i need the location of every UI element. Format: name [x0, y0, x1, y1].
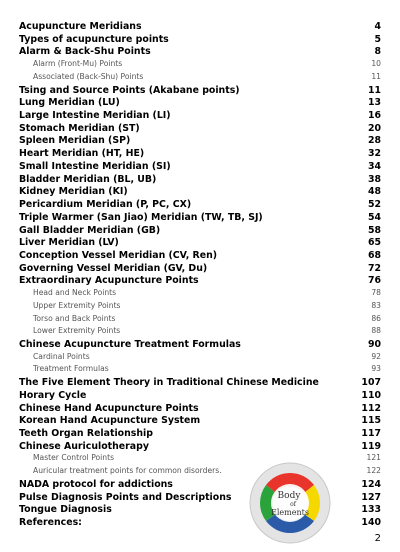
toc-entry-title: Cardinal Points	[33, 351, 90, 361]
toc-subentry[interactable]	[19, 314, 381, 327]
toc-entry[interactable]	[19, 148, 381, 161]
toc-subentry[interactable]	[19, 72, 381, 85]
toc-entry[interactable]	[19, 174, 381, 187]
logo-text-of: of	[290, 501, 296, 508]
toc-subentry[interactable]	[19, 352, 381, 365]
toc-entry-title: Torso and Back Points	[33, 313, 116, 323]
toc-entry[interactable]	[19, 34, 381, 47]
toc-entry-title: Small Intestine Meridian (SI)	[19, 160, 171, 172]
logo-text-body: Body	[277, 491, 301, 501]
toc-entry-page: 124	[361, 478, 381, 490]
toc-entry-page: 133	[361, 504, 381, 516]
toc-entry[interactable]	[19, 85, 381, 98]
toc-entry[interactable]	[19, 212, 381, 225]
toc-entry-page: 83	[371, 300, 381, 310]
toc-entry-title: Triple Warmer (San Jiao) Meridian (TW, TB, SJ)	[19, 211, 263, 223]
toc-entry-title: Pulse Diagnosis Points and Descriptions	[19, 491, 232, 503]
toc-entry-page: 119	[361, 440, 381, 452]
toc-entry-title: Types of acupuncture points	[19, 33, 169, 45]
toc-entry-title: Bladder Meridian (BL, UB)	[19, 173, 157, 185]
toc-entry-page: 90	[367, 338, 381, 350]
toc-entry-title: Auricular treatment points for common disorders.	[33, 466, 222, 476]
toc-entry-title: Master Control Points	[33, 453, 115, 463]
toc-entry[interactable]	[19, 135, 381, 148]
toc-entry-title: Governing Vessel Meridian (GV, Du)	[19, 262, 208, 274]
toc-entry[interactable]	[19, 415, 381, 428]
toc-entry-title: Acupuncture Meridians	[19, 21, 142, 32]
body-of-elements-logo	[249, 462, 331, 544]
toc-entry-page: 112	[361, 402, 381, 414]
toc-entry-title: Heart Meridian (HT, HE)	[19, 148, 145, 160]
toc-entry[interactable]	[19, 390, 381, 403]
toc-entry[interactable]	[19, 250, 381, 263]
toc-entry-page: 20	[367, 122, 381, 134]
toc-entry-page: 78	[371, 288, 381, 298]
toc-entry-title: Extraordinary Acupuncture Points	[19, 275, 199, 287]
toc-entry-page: 11	[367, 84, 381, 96]
toc-entry[interactable]	[19, 428, 381, 441]
toc-entry-title: Lung Meridian (LU)	[19, 97, 120, 109]
toc-entry-title: Associated (Back-Shu) Points	[33, 71, 144, 81]
toc-entry-title: Gall Bladder Meridian (GB)	[19, 224, 161, 236]
toc-entry-page: 122	[366, 466, 381, 476]
toc-entry[interactable]	[19, 275, 381, 288]
toc-entry-page: 140	[361, 517, 381, 529]
toc-entry-page: 121	[366, 453, 381, 463]
toc-entry[interactable]	[19, 225, 381, 238]
toc-entry-title: Chinese Acupuncture Treatment Formulas	[19, 338, 241, 350]
toc-subentry[interactable]	[19, 59, 381, 72]
toc-entry-title: NADA protocol for addictions	[19, 478, 173, 490]
toc-entry-page: 76	[367, 275, 381, 287]
toc-entry-title: Large Intestine Meridian (LI)	[19, 110, 171, 122]
toc-entry-title: Upper Extremity Points	[33, 300, 121, 310]
toc-entry-page: 34	[367, 160, 381, 172]
toc-entry-title: Alarm (Front-Mu) Points	[33, 59, 123, 69]
toc-entry[interactable]	[19, 123, 381, 136]
toc-entry-title: Tsing and Source Points (Akabane points)	[19, 84, 240, 96]
toc-entry-title: References:	[19, 517, 82, 529]
toc-entry[interactable]	[19, 97, 381, 110]
toc-entry[interactable]	[19, 186, 381, 199]
toc-entry-page: 110	[361, 389, 381, 401]
toc-entry-title: The Five Element Theory in Traditional Chinese Medicine	[19, 377, 319, 389]
toc-entry-page: 88	[371, 326, 381, 336]
toc-subentry[interactable]	[19, 288, 381, 301]
toc-entry-page: 68	[367, 249, 381, 261]
page-number: 2	[374, 533, 381, 544]
toc-entry-page: 5	[374, 33, 381, 45]
logo-text-elements: Elements	[271, 508, 309, 517]
toc-entry-title: Conception Vessel Meridian (CV, Ren)	[19, 249, 218, 261]
toc-entry-title: Horary Cycle	[19, 389, 87, 401]
toc-entry[interactable]	[19, 199, 381, 212]
toc-entry-title: Stomach Meridian (ST)	[19, 122, 140, 134]
toc-entry-title: Chinese Hand Acupuncture Points	[19, 402, 199, 414]
toc-entry-page: 32	[367, 148, 381, 160]
toc-entry-page: 54	[367, 211, 381, 223]
toc-entry-page: 58	[367, 224, 381, 236]
toc-entry-page: 86	[371, 313, 381, 323]
toc-entry-page: 127	[361, 491, 381, 503]
toc-entry-page: 65	[367, 237, 381, 249]
toc-entry-page: 13	[367, 97, 381, 109]
toc-entry-title: Tongue Diagnosis	[19, 504, 112, 516]
toc-entry-page: 93	[371, 364, 381, 374]
toc-subentry[interactable]	[19, 301, 381, 314]
toc-entry-title: Teeth Organ Relationship	[19, 428, 153, 439]
toc-entry-page: 52	[367, 199, 381, 211]
toc-entry[interactable]	[19, 110, 381, 123]
toc-entry[interactable]	[19, 339, 381, 352]
toc-entry-title: Chinese Auriculotherapy	[19, 440, 149, 452]
toc-entry-title: Alarm & Back-Shu Points	[19, 46, 151, 58]
toc-entry[interactable]	[19, 161, 381, 174]
toc-entry[interactable]	[19, 441, 381, 454]
toc-entry-page: 48	[367, 186, 381, 198]
toc-entry[interactable]	[19, 46, 381, 59]
toc-entry-title: Lower Extremity Points	[33, 326, 121, 336]
toc-entry-page: 72	[367, 262, 381, 274]
toc-entry-page: 38	[367, 173, 381, 185]
toc-entry[interactable]	[19, 237, 381, 250]
toc-entry-title: Spleen Meridian (SP)	[19, 135, 131, 147]
toc-entry-page: 28	[367, 135, 381, 147]
toc-entry[interactable]	[19, 403, 381, 416]
toc-subentry[interactable]	[19, 364, 381, 377]
toc-entry-page: 117	[361, 428, 381, 439]
toc-subentry[interactable]	[19, 326, 381, 339]
toc-entry-page: 16	[367, 110, 381, 122]
toc-entry-page: 4	[374, 21, 381, 32]
toc-entry-title: Kidney Meridian (KI)	[19, 186, 128, 198]
table-of-contents	[19, 21, 381, 530]
toc-entry-page: 107	[361, 377, 381, 389]
toc-entry-page: 115	[361, 415, 381, 427]
toc-entry-title: Korean Hand Acupuncture System	[19, 415, 201, 427]
toc-entry[interactable]	[19, 263, 381, 276]
toc-entry[interactable]	[19, 377, 381, 390]
toc-entry-page: 10	[371, 59, 381, 69]
toc-entry-title: Liver Meridian (LV)	[19, 237, 119, 249]
toc-entry-title: Pericardium Meridian (P, PC, CX)	[19, 199, 192, 211]
toc-entry-title: Treatment Formulas	[33, 364, 109, 374]
toc-entry[interactable]	[19, 21, 381, 34]
toc-entry-page: 8	[374, 46, 381, 58]
toc-entry-title: Head and Neck Points	[33, 288, 117, 298]
toc-entry-page: 11	[371, 71, 381, 81]
toc-entry-page: 92	[371, 351, 381, 361]
